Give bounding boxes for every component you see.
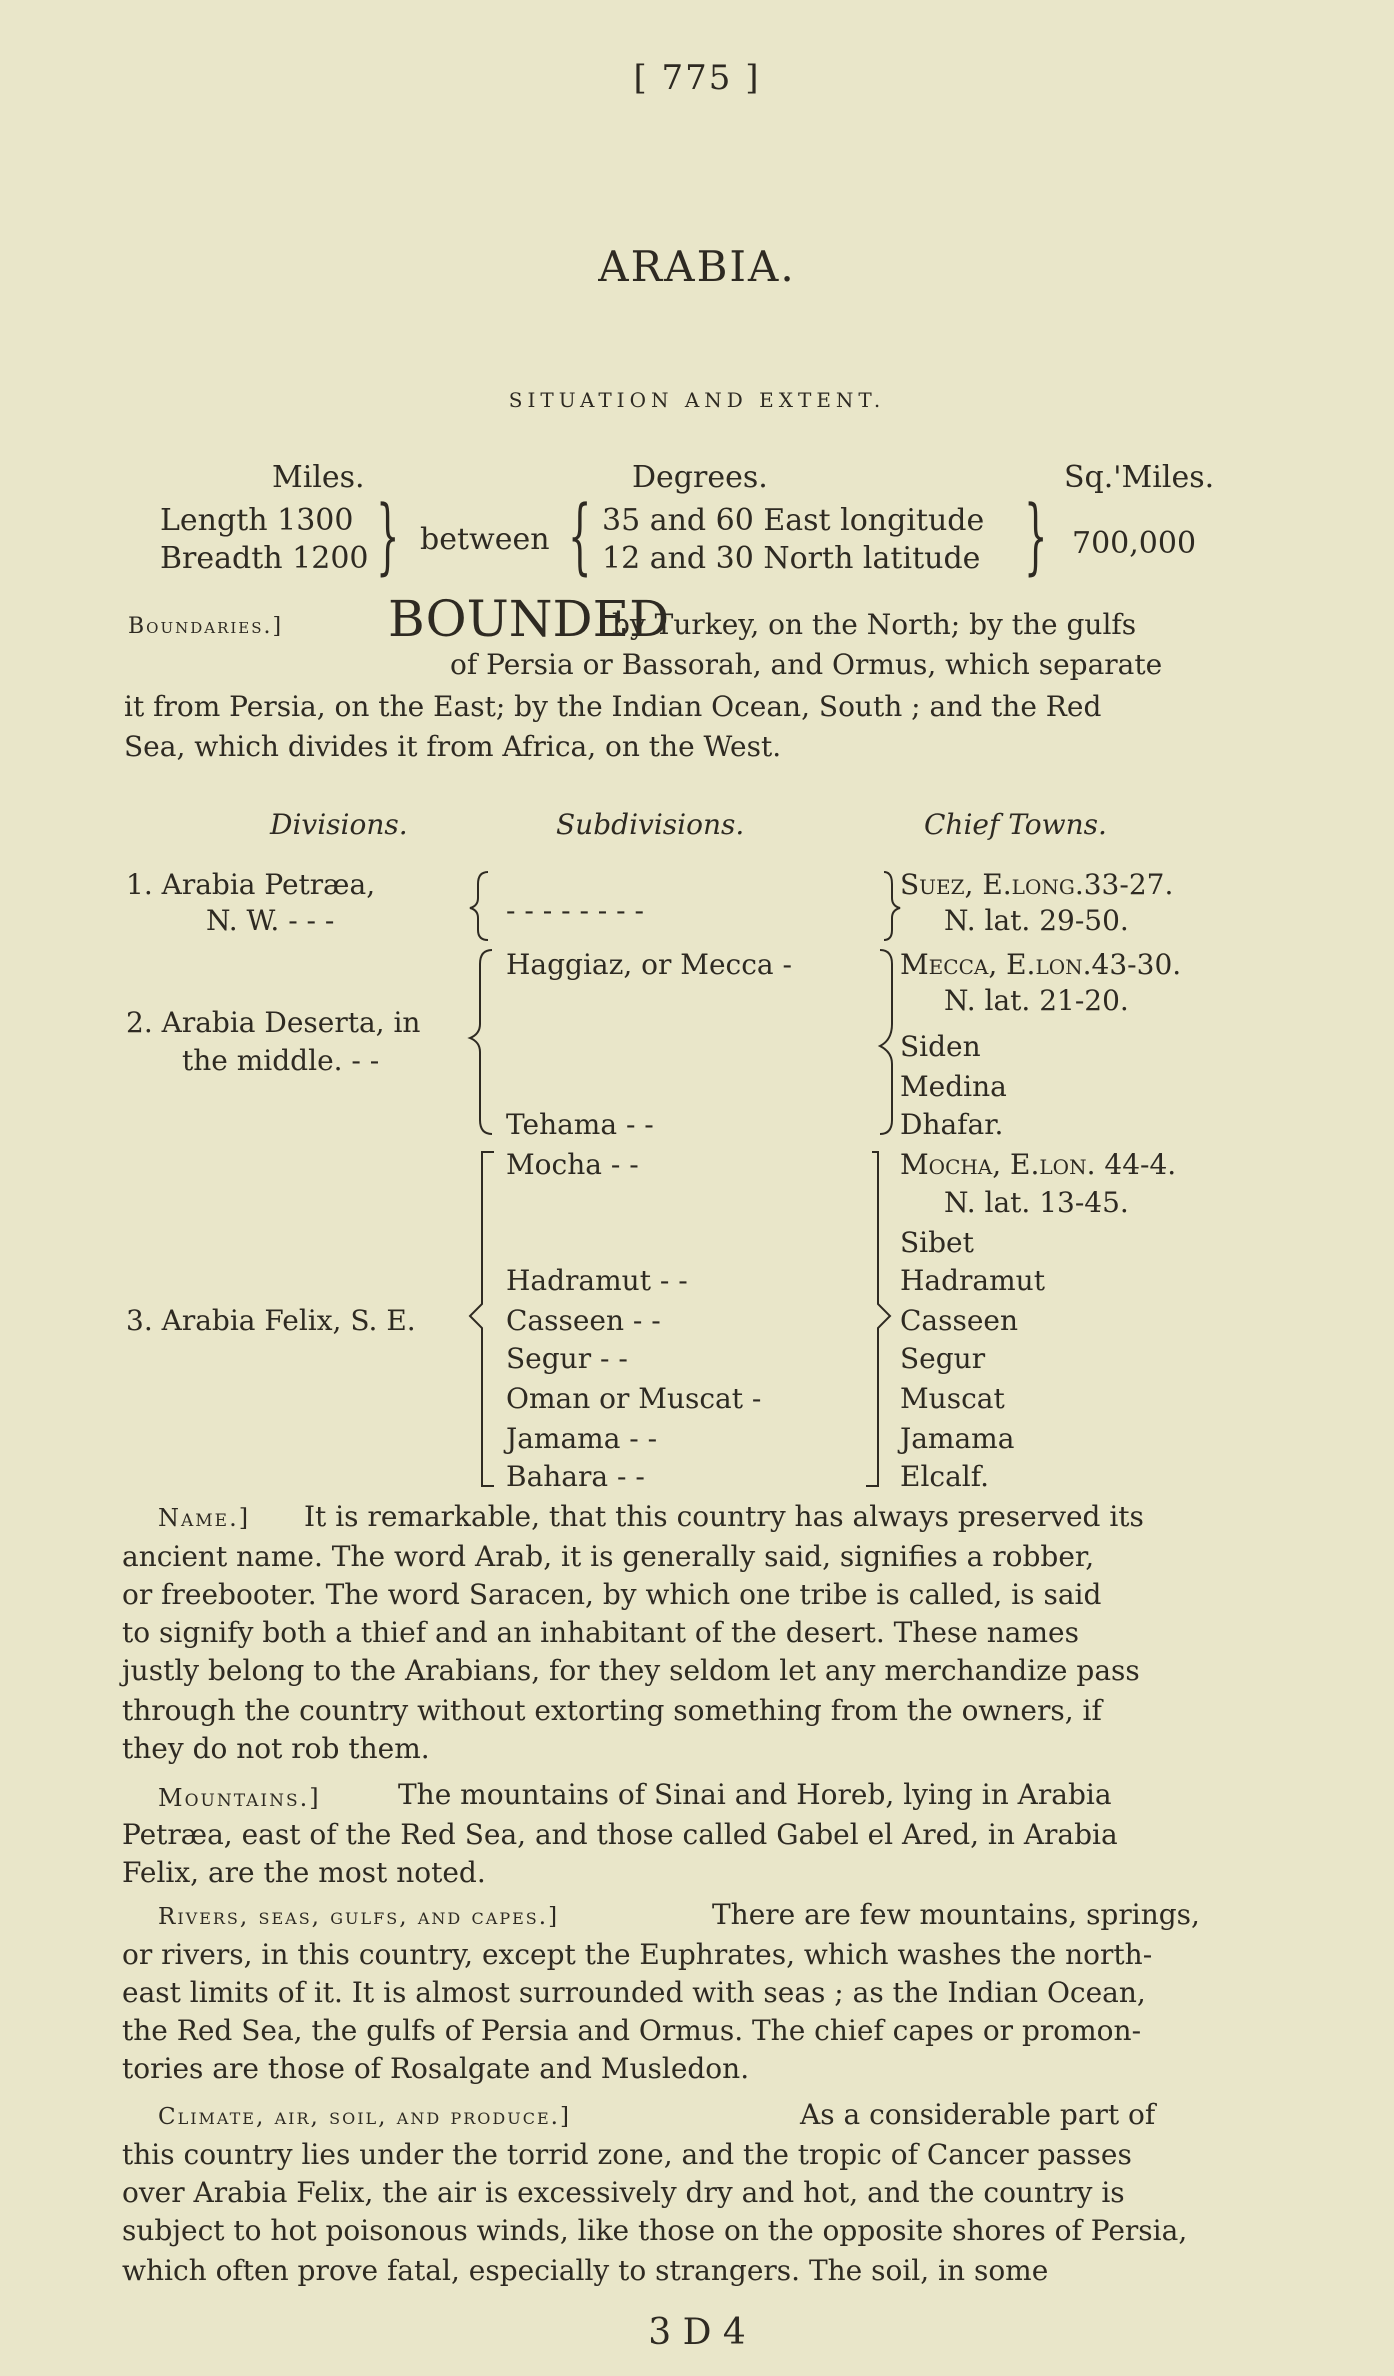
name-line-4: to signify both a thief and an inhabitant of the desert. These names xyxy=(122,1616,1079,1649)
climate-line-2: this country lies under the torrid zone, and the tropic of Cancer passes xyxy=(122,2138,1132,2171)
division-3-town-7: Muscat xyxy=(900,1382,1005,1415)
page-number: [ 775 ] xyxy=(633,58,761,98)
climate-label: Climate, air, soil, and produce.] xyxy=(158,2104,571,2130)
division-3-town-5: Casseen xyxy=(900,1304,1019,1337)
climate-line-5: which often prove fatal, especially to strangers. The soil, in some xyxy=(122,2254,1049,2287)
latitude-range: 12 and 30 North latitude xyxy=(602,541,981,576)
division-3-bracket xyxy=(470,1152,494,1486)
section-heading: SITUATION AND EXTENT. xyxy=(508,388,886,412)
division-3-sub-7: Bahara - - xyxy=(506,1460,645,1493)
division-3-town-3: Sibet xyxy=(900,1226,974,1259)
subdivisions-header: Subdivisions. xyxy=(556,808,745,841)
division-3-town-4: Hadramut xyxy=(900,1264,1045,1297)
division-2-brace xyxy=(470,950,492,1134)
name-line-7: they do not rob them. xyxy=(122,1732,430,1765)
rivers-line-4: the Red Sea, the gulfs of Persia and Ormus. The chief capes or promon- xyxy=(122,2014,1142,2047)
division-3-sub-6: Jamama - - xyxy=(506,1422,658,1455)
division-3-sub-4: Segur - - xyxy=(506,1342,628,1375)
left-brace: { xyxy=(568,489,592,584)
division-2-town-4: Medina xyxy=(900,1070,1007,1103)
division-2-sub-2: Tehama - - xyxy=(506,1108,654,1141)
mountains-line-3: Felix, are the most noted. xyxy=(122,1856,486,1889)
division-1-town-2: N. lat. 29-50. xyxy=(944,904,1129,937)
right-brace: } xyxy=(376,489,400,584)
mountains-label: Mountains.] xyxy=(158,1784,321,1812)
miles-heading: Miles. xyxy=(272,460,365,495)
name-line-3: or freebooter. The word Saracen, by which one tribe is called, is said xyxy=(122,1578,1102,1611)
right-brace: } xyxy=(1024,489,1048,584)
rivers-label: Rivers, seas, gulfs, and capes.] xyxy=(158,1904,560,1930)
division-3-towns-bracket xyxy=(866,1152,890,1486)
boundaries-label: Boundaries.] xyxy=(128,614,284,639)
boundaries-line-3: it from Persia, on the East; by the Indian Ocean, South ; and the Red xyxy=(124,690,1102,723)
boundaries-line-1: by Turkey, on the North; by the gulfs xyxy=(612,608,1137,641)
rivers-line-3: east limits of it. It is almost surrounded with seas ; as the Indian Ocean, xyxy=(122,1976,1146,2009)
division-3-town-9: Elcalf. xyxy=(900,1460,989,1493)
division-2-town-1: Mecca, E.lon.43-30. xyxy=(900,948,1182,981)
division-1-line-1: 1. Arabia Petræa, xyxy=(126,868,376,901)
division-2-line-2: the middle. - - xyxy=(182,1044,380,1077)
division-3-town-8: Jamama xyxy=(900,1422,1015,1455)
mountains-line-1: The mountains of Sinai and Horeb, lying in Arabia xyxy=(398,1778,1112,1811)
division-2-line-1: 2. Arabia Deserta, in xyxy=(126,1006,421,1039)
chapter-title: ARABIA. xyxy=(598,242,796,291)
climate-line-3: over Arabia Felix, the air is excessively dry and hot, and the country is xyxy=(122,2176,1125,2209)
name-line-6: through the country without extorting something from the owners, if xyxy=(122,1694,1102,1727)
climate-line-4: subject to hot poisonous winds, like those on the opposite shores of Persia, xyxy=(122,2214,1188,2247)
division-1-line-2: N. W. - - - xyxy=(206,904,335,937)
boundaries-line-2: of Persia or Bassorah, and Ormus, which separate xyxy=(450,648,1163,681)
division-1-dashes: - - - - - - - - xyxy=(506,894,644,927)
between-label: between xyxy=(420,522,550,557)
division-2-sub-1: Haggiaz, or Mecca - xyxy=(506,948,792,981)
divisions-header: Divisions. xyxy=(270,808,408,841)
division-3-sub-1: Mocha - - xyxy=(506,1148,639,1181)
division-3-town-2: N. lat. 13-45. xyxy=(944,1186,1129,1219)
division-1-brace xyxy=(470,872,488,940)
boundaries-drop-word: BOUNDED xyxy=(388,590,670,648)
division-1-town-1: Suez, E.long.33-27. xyxy=(900,868,1174,901)
division-3-town-1: Mocha, E.lon. 44-4. xyxy=(900,1148,1177,1181)
chief-towns-header: Chief Towns. xyxy=(924,808,1107,841)
name-line-5: justly belong to the Arabians, for they seldom let any merchandize pass xyxy=(122,1654,1140,1687)
name-line-1: It is remarkable, that this country has always preserved its xyxy=(304,1500,1144,1533)
division-3-sub-3: Casseen - - xyxy=(506,1304,661,1337)
division-2-town-2: N. lat. 21-20. xyxy=(944,984,1129,1017)
breadth-value: Breadth 1200 xyxy=(160,541,369,576)
longitude-range: 35 and 60 East longitude xyxy=(602,503,985,538)
mountains-line-2: Petræa, east of the Red Sea, and those called Gabel el Ared, in Arabia xyxy=(122,1818,1118,1851)
name-label: Name.] xyxy=(158,1504,251,1532)
division-3-sub-5: Oman or Muscat - xyxy=(506,1382,762,1415)
square-miles-value: 700,000 xyxy=(1072,526,1197,561)
climate-line-1: As a considerable part of xyxy=(800,2098,1156,2131)
division-3-label: 3. Arabia Felix, S. E. xyxy=(126,1304,416,1337)
division-3-sub-2: Hadramut - - xyxy=(506,1264,688,1297)
division-1-towns-brace xyxy=(884,872,900,940)
length-value: Length 1300 xyxy=(160,503,354,538)
division-2-town-3: Siden xyxy=(900,1030,981,1063)
degrees-heading: Degrees. xyxy=(632,460,768,495)
boundaries-line-4: Sea, which divides it from Africa, on the West. xyxy=(124,730,782,763)
division-2-town-5: Dhafar. xyxy=(900,1108,1004,1141)
name-line-2: ancient name. The word Arab, it is generally said, signifies a robber, xyxy=(122,1540,1095,1573)
division-3-town-6: Segur xyxy=(900,1342,986,1375)
rivers-line-5: tories are those of Rosalgate and Musledon. xyxy=(122,2052,750,2085)
sqmiles-heading: Sq.'Miles. xyxy=(1064,460,1215,495)
division-2-towns-brace xyxy=(880,950,892,1134)
rivers-line-1: There are few mountains, springs, xyxy=(712,1898,1200,1931)
rivers-line-2: or rivers, in this country, except the Euphrates, which washes the north- xyxy=(122,1938,1153,1971)
signature-mark: 3 D 4 xyxy=(648,2312,746,2353)
